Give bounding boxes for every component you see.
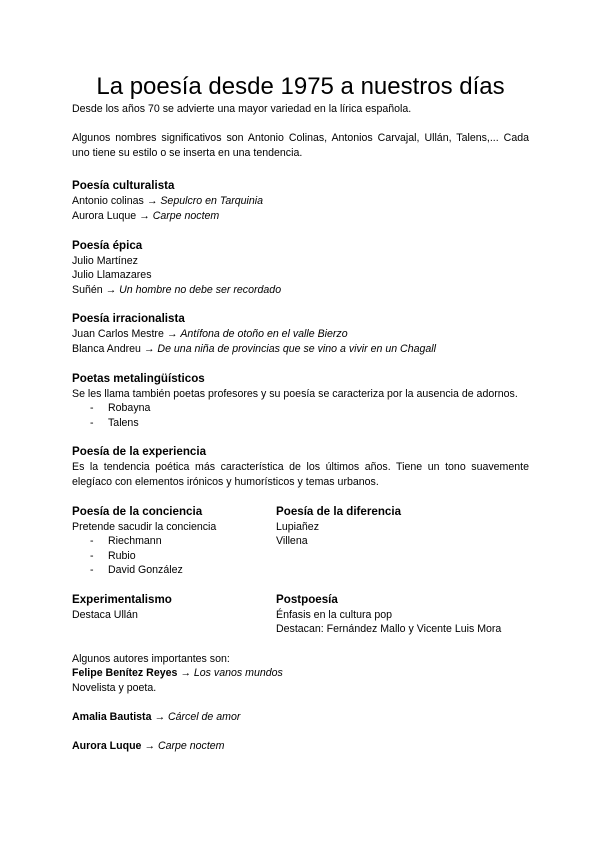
heading-epica: Poesía épica bbox=[72, 238, 143, 252]
heading-diferencia: Poesía de la diferencia bbox=[276, 504, 402, 518]
arrow-glyph: → bbox=[139, 209, 150, 222]
section-epica bbox=[72, 238, 529, 298]
heading-postpoesia: Postpoesía bbox=[276, 592, 338, 606]
entry-line: Amalia Bautista → Cárcel de amor bbox=[72, 711, 241, 724]
arrow-glyph: → bbox=[166, 328, 178, 341]
two-column-row bbox=[72, 592, 529, 637]
heading-culturalista: Poesía culturalista bbox=[72, 179, 175, 193]
experiencia-text: Es la tendencia poética más característica de los últimos años. Tiene un tono suavemente elegíaco con elementos irónicos y humorísticos y temas urbanos. bbox=[72, 461, 529, 488]
metalinguisticos-text: Se les llama también poetas profesores y su poesía se caracteriza por la ausencia de adornos. bbox=[72, 387, 518, 400]
entry-line: Blanca Andreu → De una niña de provincias que se vino a vivir en un Chagall bbox=[72, 342, 436, 355]
heading-conciencia: Poesía de la conciencia bbox=[72, 504, 203, 518]
entry-line: Felipe Benítez Reyes → Los vanos mundos bbox=[72, 667, 283, 680]
experimentalismo-text: Destaca Ullán bbox=[72, 608, 138, 621]
intro-text: Desde los años 70 se advierte una mayor variedad en la lírica española. bbox=[72, 103, 412, 115]
heading-metalinguisticos: Poetas metalingüísticos bbox=[72, 371, 205, 385]
entry-line: Suñén → Un hombre no debe ser recordado bbox=[72, 283, 282, 296]
names-paragraph: Algunos nombres significativos son Antonio Colinas, Antonios Carvajal, Ullán, Talens,... Cada uno tiene su estilo o se inserta en una tendencia. bbox=[72, 132, 529, 159]
section-experiencia bbox=[72, 444, 529, 489]
section-conciencia bbox=[72, 504, 276, 578]
arrow-glyph: → bbox=[144, 740, 155, 753]
arrow-glyph: → bbox=[143, 342, 155, 355]
autores-intro: Algunos autores importantes son: bbox=[72, 652, 230, 665]
heading-experimentalismo: Experimentalismo bbox=[72, 592, 172, 606]
epica-line: Julio Llamazares bbox=[72, 269, 152, 282]
list-item: - Talens bbox=[90, 416, 529, 431]
entry-line: Antonio colinas → Sepulcro en Tarquinia bbox=[72, 195, 264, 208]
entry-line: Aurora Luque → Carpe noctem bbox=[72, 209, 220, 222]
page-title: La poesía desde 1975 a nuestros días bbox=[96, 73, 505, 100]
heading-experiencia: Poesía de la experiencia bbox=[72, 445, 207, 459]
section-postpoesia bbox=[276, 592, 529, 637]
postpoesia-line: Énfasis en la cultura pop bbox=[276, 608, 393, 621]
list-item: - Riechmann bbox=[90, 534, 276, 549]
entry-line: Aurora Luque → Carpe noctem bbox=[72, 740, 225, 753]
heading-irracionalista: Poesía irracionalista bbox=[72, 312, 185, 326]
list-item: - Robayna bbox=[90, 401, 529, 416]
section-irracionalista bbox=[72, 311, 529, 356]
section-metalinguisticos bbox=[72, 371, 529, 431]
section-experimentalismo bbox=[72, 592, 276, 637]
author-note: Novelista y poeta. bbox=[72, 681, 157, 694]
arrow-glyph: → bbox=[105, 283, 117, 296]
metalinguisticos-list bbox=[72, 401, 529, 430]
document-page bbox=[72, 72, 529, 754]
arrow-glyph: → bbox=[146, 195, 158, 208]
conciencia-text: Pretende sacudir la conciencia bbox=[72, 520, 217, 533]
epica-line: Julio Martínez bbox=[72, 254, 138, 267]
conciencia-list bbox=[72, 534, 276, 578]
list-item: - David González bbox=[90, 563, 276, 578]
section-culturalista bbox=[72, 178, 529, 223]
arrow-glyph: → bbox=[180, 667, 191, 680]
two-column-row bbox=[72, 504, 529, 578]
postpoesia-line: Destacan: Fernández Mallo y Vicente Luis Mora bbox=[276, 623, 502, 636]
arrow-glyph: → bbox=[154, 711, 166, 724]
list-item: - Rubio bbox=[90, 549, 276, 564]
diferencia-line: Lupiañez bbox=[276, 520, 320, 533]
section-autores bbox=[72, 652, 529, 754]
entry-line: Juan Carlos Mestre → Antífona de otoño en el valle Bierzo bbox=[72, 328, 348, 341]
diferencia-line: Villena bbox=[276, 535, 308, 548]
section-diferencia bbox=[276, 504, 529, 578]
